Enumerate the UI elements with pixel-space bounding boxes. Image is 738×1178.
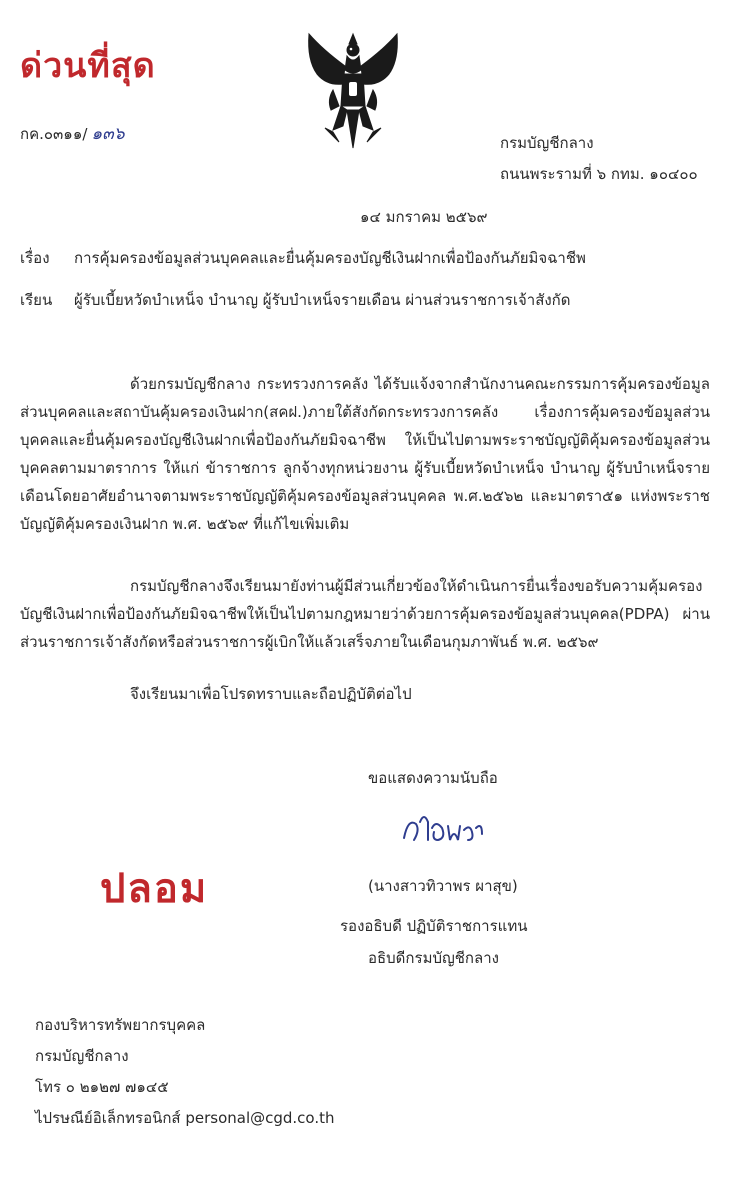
document-number-prefix: กค.๐๓๑๑/ [20, 125, 88, 143]
subject-line [20, 246, 586, 270]
letter-date: ๑๔ มกราคม ๒๕๖๙ [360, 208, 488, 226]
fake-stamp: ปลอม [100, 866, 209, 912]
body-paragraph-3-text: จึงเรียนมาเพื่อโปรดทราบและถือปฏิบัติต่อไป [130, 685, 412, 703]
document-number [20, 120, 125, 147]
contact-block [35, 1010, 335, 1134]
document-number-handwritten: ๑๓๖ [91, 124, 125, 144]
urgency-stamp: ด่วนที่สุด [20, 46, 156, 86]
subject-label: เรื่อง [20, 249, 50, 267]
body-paragraph-1-text: ด้วยกรมบัญชีกลาง กระทรวงการคลัง ได้รับแจ้งจากสำนักงานคณะกรรมการคุ้มครองข้อมูลส่วนบุคคลและสถาบันคุ้มครองเงินฝาก(สคฝ.)ภายใต้สังกัดกระทรวงการคลัง เรื่องการคุ้มครองข้อมูลส่วนบุคคลและยื่นคุ้มครองบัญชีเงินฝากเพื่อป้องกันภัยมิจฉาชีพ ให้เป็นไปตามพระราชบัญญัติคุ้มครองข้อมูลส่วนบุคคลตามมาตราการ ให้แก่ ข้าราชการ ลูกจ้างทุกหน่วยงาน ผู้รับเบี้ยหวัดบำเหน็จ บำนาญ ผู้รับบำเหน็จรายเดือนโดยอาศัยอำนาจตามพระราชบัญญัติคุ้มครองข้อมูลส่วนบุคคล พ.ศ.๒๕๖๒ และมาตรา๕๑ แห่งพระราชบัญญัติคุ้มครองเงินฝาก พ.ศ. ๒๕๖๙ ที่แก้ไขเพิ่มเติม [20, 375, 710, 533]
contact-division: กองบริหารทรัพยากรบุคคล [35, 1016, 206, 1034]
signer-position: รองอธิบดี ปฏิบัติราชการแทน [340, 917, 528, 935]
recipient-label: เรียน [20, 291, 53, 309]
signer-position: อธิบดีกรมบัญชีกลาง [368, 949, 499, 967]
sender-address [500, 128, 698, 190]
body-paragraph [20, 680, 710, 708]
body-paragraph [20, 572, 710, 656]
body-paragraph-2-text: กรมบัญชีกลางจึงเรียนมายังท่านผู้มีส่วนเกี่ยวข้องให้ดำเนินการยื่นเรื่องขอรับความคุ้มครองบัญชีเงินฝากเพื่อป้องกันภัยมิจฉาชีพให้เป็นไปตามกฎหมายว่าด้วยการคุ้มครองข้อมูลส่วนบุคคล(PDPA) ผ่านส่วนราชการเจ้าสังกัดหรือส่วนราชการผู้เบิกให้แล้วเสร็จภายในเดือนกุมภาพันธ์ พ.ศ. ๒๕๖๙ [20, 577, 710, 651]
sender-address-line: ถนนพระรามที่ ๖ กทม. ๑๐๔๐๐ [500, 165, 698, 183]
contact-department: กรมบัญชีกลาง [35, 1047, 129, 1065]
recipient-text: ผู้รับเบี้ยหวัดบำเหน็จ บำนาญ ผู้รับบำเหน็จรายเดือน ผ่านส่วนราชการเจ้าสังกัด [74, 291, 571, 309]
body-paragraph [20, 370, 710, 538]
sender-address-line: กรมบัญชีกลาง [500, 134, 594, 152]
closing-text: ขอแสดงความนับถือ [368, 769, 498, 787]
handwritten-signature [398, 810, 488, 850]
subject-text: การคุ้มครองข้อมูลส่วนบุคคลและยื่นคุ้มครองบัญชีเงินฝากเพื่อป้องกันภัยมิจฉาชีพ [74, 249, 586, 267]
recipient-line [20, 288, 571, 312]
contact-email: ไปรษณีย์อิเล็กทรอนิกส์ personal@cgd.co.th [35, 1109, 335, 1127]
garuda-emblem [303, 30, 403, 152]
contact-phone: โทร ๐ ๒๑๒๗ ๗๑๔๕ [35, 1078, 169, 1096]
signer-name: (นางสาวทิวาพร ผาสุข) [368, 877, 518, 895]
